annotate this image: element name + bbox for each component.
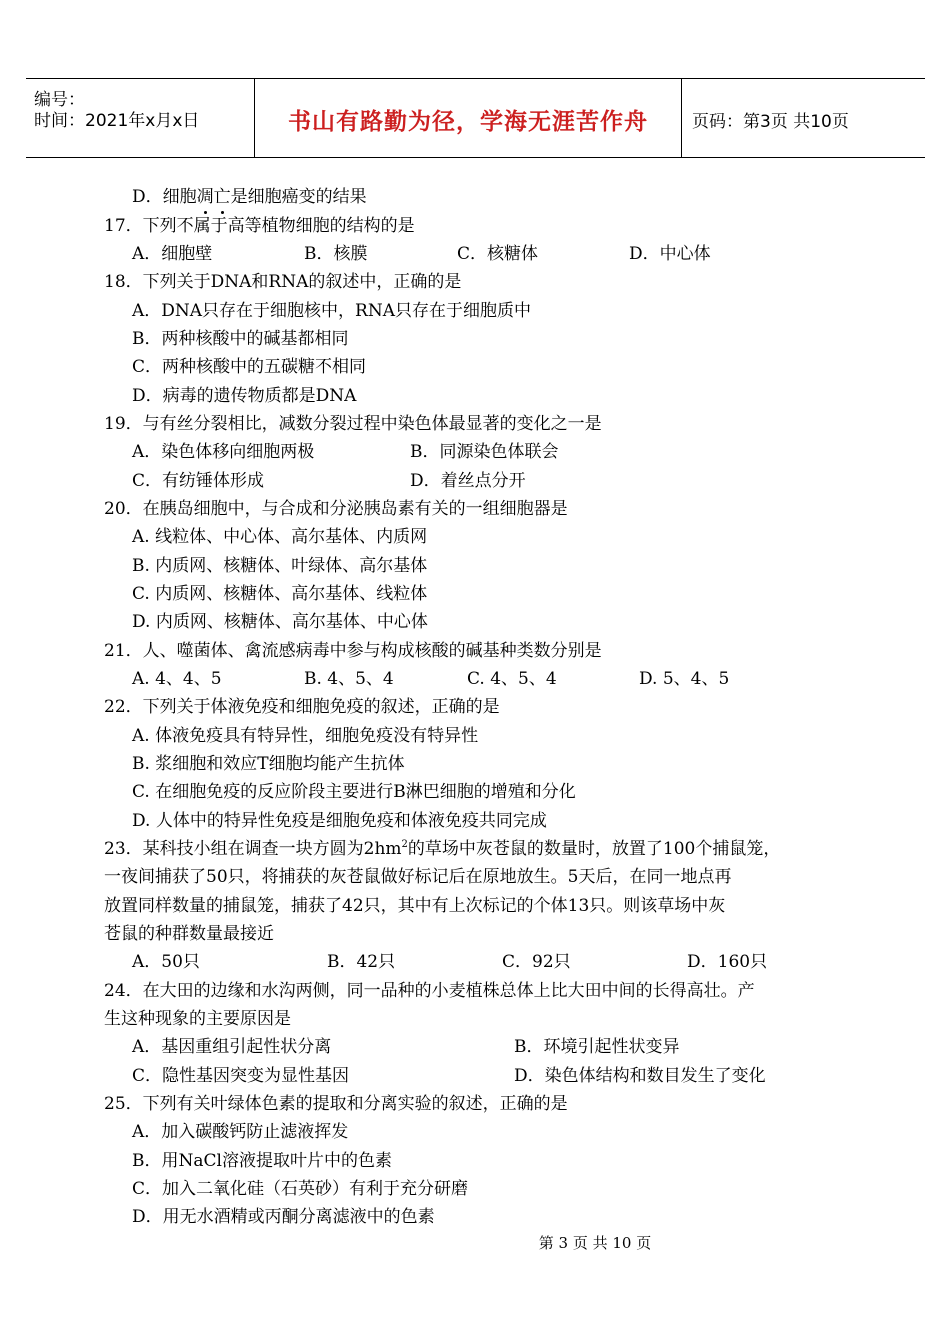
q19-option-c: C．有纺锤体形成: [132, 471, 265, 491]
q18-option-b: B．两种核酸中的碱基都相同: [132, 329, 349, 349]
q24-option-c: C．隐性基因突变为显性基因: [132, 1066, 350, 1086]
emphasis-dot: [221, 211, 224, 214]
header-page-info: 页码：第3页 共10页: [692, 112, 849, 132]
question-23-line-2: 一夜间捕获了50只，将捕获的灰苍鼠做好标记后在原地放生。5天后，在同一地点再: [104, 867, 732, 887]
q21-option-a: A. 4、4、5: [132, 669, 222, 689]
page-footer: 第 3 页 共 10 页: [538, 1234, 652, 1252]
question-25: 25．下列有关叶绿体色素的提取和分离实验的叙述，正确的是: [104, 1094, 568, 1114]
q18-option-a: A．DNA只存在于细胞核中，RNA只存在于细胞质中: [132, 301, 532, 321]
header-motto: 书山有路勤为径，学海无涯苦作舟: [288, 108, 648, 135]
question-24-line-2: 生这种现象的主要原因是: [104, 1009, 291, 1029]
question-23-line-4: 苍鼠的种群数量最接近: [104, 924, 274, 944]
question-19: 19．与有丝分裂相比，减数分裂过程中染色体最显著的变化之一是: [104, 414, 602, 434]
q18-option-c: C．两种核酸中的五碳糖不相同: [132, 357, 367, 377]
q20-option-b: B. 内质网、核糖体、叶绿体、高尔基体: [132, 556, 428, 576]
q21-option-d: D. 5、4、5: [639, 669, 730, 689]
q20-option-a: A. 线粒体、中心体、高尔基体、内质网: [132, 527, 428, 547]
q20-option-c: C. 内质网、核糖体、高尔基体、线粒体: [132, 584, 428, 604]
page-header: [26, 78, 925, 158]
q22-option-a: A. 体液免疫具有特异性，细胞免疫没有特异性: [132, 726, 479, 746]
q22-option-c: C. 在细胞免疫的反应阶段主要进行B淋巴细胞的增殖和分化: [132, 782, 576, 802]
q23-option-d: D．160只: [687, 952, 768, 972]
superscript-2: 2: [401, 839, 408, 850]
q16-option-d: D．细胞凋亡是细胞癌变的结果: [132, 187, 367, 207]
q25-option-d: D．用无水酒精或丙酮分离滤液中的色素: [132, 1207, 435, 1227]
document-number-label: 编号：: [34, 90, 85, 110]
q24-option-d: D．染色体结构和数目发生了变化: [514, 1066, 766, 1086]
question-18: 18．下列关于DNA和RNA的叙述中，正确的是: [104, 272, 462, 292]
question-22: 22．下列关于体液免疫和细胞免疫的叙述，正确的是: [104, 697, 500, 717]
header-left-cell: [26, 79, 254, 157]
q21-option-c: C. 4、5、4: [467, 669, 557, 689]
q17-option-d: D．中心体: [629, 244, 711, 264]
q19-option-a: A．染色体移向细胞两极: [132, 442, 315, 462]
q22-option-b: B. 浆细胞和效应T细胞均能产生抗体: [132, 754, 405, 774]
q18-option-d: D．病毒的遗传物质都是DNA: [132, 386, 357, 406]
q22-option-d: D. 人体中的特异性免疫是细胞免疫和体液免疫共同完成: [132, 811, 547, 831]
q23-option-b: B．42只: [327, 952, 396, 972]
document-time-label: 时间：2021年x月x日: [34, 111, 200, 131]
header-motto-cell: [254, 79, 682, 157]
q17-option-a: A．细胞壁: [132, 244, 213, 264]
question-23-text-end: 的草场中灰苍鼠的数量时，放置了100个捕鼠笼，: [407, 839, 781, 859]
question-20: 20．在胰岛细胞中，与合成和分泌胰岛素有关的一组细胞器是: [104, 499, 568, 519]
question-21: 21．人、噬菌体、禽流感病毒中参与构成核酸的碱基种类数分别是: [104, 641, 602, 661]
q21-option-b: B. 4、5、4: [304, 669, 394, 689]
header-page-cell: [681, 79, 925, 157]
q20-option-d: D. 内质网、核糖体、高尔基体、中心体: [132, 612, 428, 632]
q19-option-d: D．着丝点分开: [410, 471, 526, 491]
q25-option-a: A．加入碳酸钙防止滤液挥发: [132, 1122, 349, 1142]
question-17: 17．下列不属于高等植物细胞的结构的是: [104, 216, 415, 236]
question-24-line-1: 24．在大田的边缘和水沟两侧，同一品种的小麦植株总体上比大田中间的长得高壮。产: [104, 981, 755, 1001]
q17-option-b: B．核膜: [304, 244, 368, 264]
q25-option-c: C．加入二氧化硅（石英砂）有利于充分研磨: [132, 1179, 469, 1199]
question-23-text-start: 23．某科技小组在调查一块方圆为2hm: [104, 839, 402, 859]
q25-option-b: B．用NaCl溶液提取叶片中的色素: [132, 1151, 392, 1171]
q23-option-c: C．92只: [502, 952, 571, 972]
q17-option-c: C．核糖体: [457, 244, 539, 264]
emphasis-dot: [204, 211, 207, 214]
q23-option-a: A．50只: [132, 952, 200, 972]
question-23-line-1: [104, 838, 780, 860]
q24-option-a: A．基因重组引起性状分离: [132, 1037, 332, 1057]
q19-option-b: B．同源染色体联会: [410, 442, 559, 462]
q24-option-b: B．环境引起性状变异: [514, 1037, 680, 1057]
question-23-line-3: 放置同样数量的捕鼠笼，捕获了42只，其中有上次标记的个体13只。则该草场中灰: [104, 896, 726, 916]
